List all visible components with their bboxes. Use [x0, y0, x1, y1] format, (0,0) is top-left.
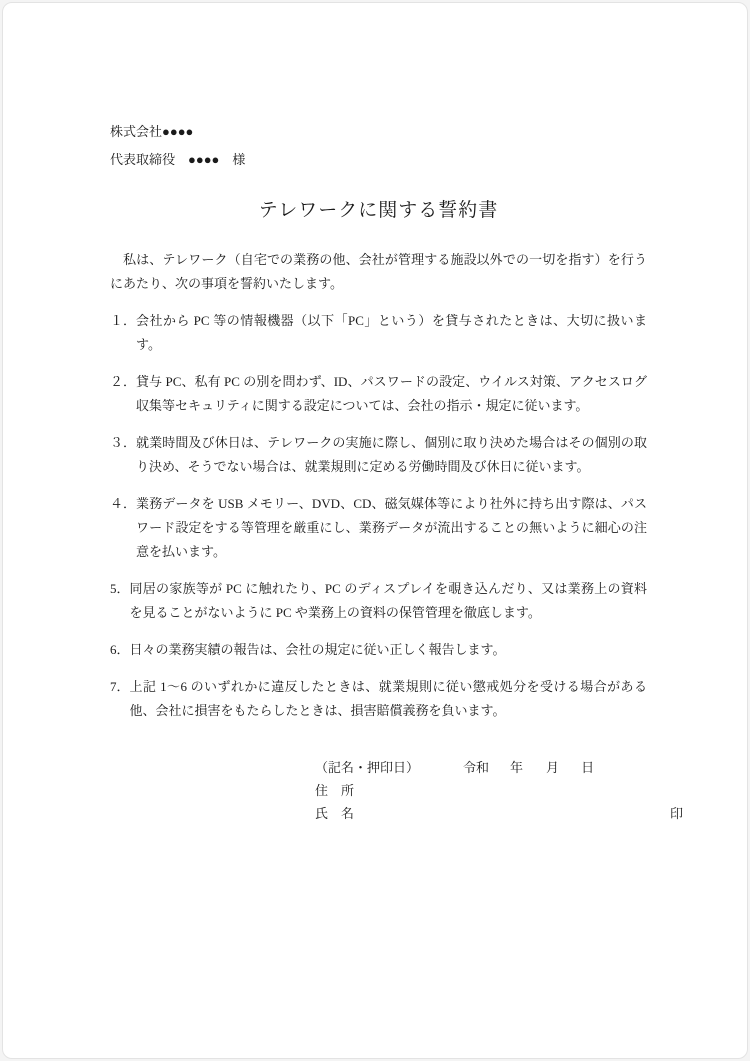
day-unit: 日	[581, 760, 595, 775]
pledge-item-4	[110, 492, 647, 564]
year-unit: 年	[510, 760, 524, 775]
item-text: 上記 1～6 のいずれかに違反したときは、就業規則に従い懲戒処分を受ける場合がある他、会社に損害をもたらしたときは、損害賠償義務を負います。	[129, 679, 647, 718]
item-text: 就業時間及び休日は、テレワークの実施に際し、個別に取り決めた場合はその個別の取り決め、そうでない場合は、就業規則に定める労働時間及び休日に従います。	[136, 435, 647, 474]
item-number: ４．	[110, 496, 137, 511]
item-number: 7．	[110, 679, 130, 694]
item-text: 日々の業務実績の報告は、会社の規定に従い正しく報告します。	[129, 642, 506, 657]
item-number: 5．	[110, 581, 130, 596]
pledge-item-6	[110, 638, 647, 662]
name-label: 氏 名	[315, 806, 355, 821]
item-text: 同居の家族等が PC に触れたり、PC のディスプレイを覗き込んだり、又は業務上の資料を見ることがないように PC や業務上の資料の保管管理を徹底します。	[129, 581, 647, 620]
era-label: 令和	[463, 760, 490, 775]
item-text: 会社から PC 等の情報機器（以下「PC」という）を貸与されたときは、大切に扱います。	[136, 313, 647, 352]
pledge-document-page	[2, 2, 748, 1059]
pledge-item-5	[110, 577, 647, 625]
document-title: テレワークに関する誓約書	[258, 200, 499, 221]
month-unit: 月	[546, 760, 560, 775]
pledge-items	[110, 309, 647, 723]
recipient-addressee: 代表取締役 ●●●● 様	[110, 152, 246, 167]
signature-date-line	[315, 756, 683, 779]
pledge-item-3	[110, 431, 647, 479]
seal-label: 印	[669, 806, 683, 821]
signature-address-line: 住 所	[315, 783, 355, 798]
signature-name-line	[315, 802, 683, 825]
pledge-item-2	[110, 370, 647, 418]
pledge-item-7	[110, 675, 647, 723]
recipient-company: 株式会社●●●●	[110, 124, 194, 139]
item-text: 貸与 PC、私有 PC の別を問わず、ID、パスワードの設定、ウイルス対策、アクセスログ収集等セキュリティに関する設定については、会社の指示・規定に従います。	[136, 374, 647, 413]
signature-block	[315, 756, 683, 825]
intro-paragraph: 私は、テレワーク（自宅での業務の他、会社が管理する施設以外での一切を指す）を行うにあたり、次の事項を誓約いたします。	[110, 252, 647, 291]
pledge-item-1	[110, 309, 647, 357]
item-number: １．	[110, 313, 137, 328]
signature-date-label: （記名・押印日）	[315, 760, 420, 775]
item-number: 6．	[110, 642, 130, 657]
item-number: ３．	[110, 435, 137, 450]
item-text: 業務データを USB メモリー、DVD、CD、磁気媒体等により社外に持ち出す際は、パスワード設定をする等管理を厳重にし、業務データが流出することの無いように細心の注意を払います。	[136, 496, 647, 559]
item-number: ２．	[110, 374, 137, 389]
recipient-block	[110, 118, 647, 174]
